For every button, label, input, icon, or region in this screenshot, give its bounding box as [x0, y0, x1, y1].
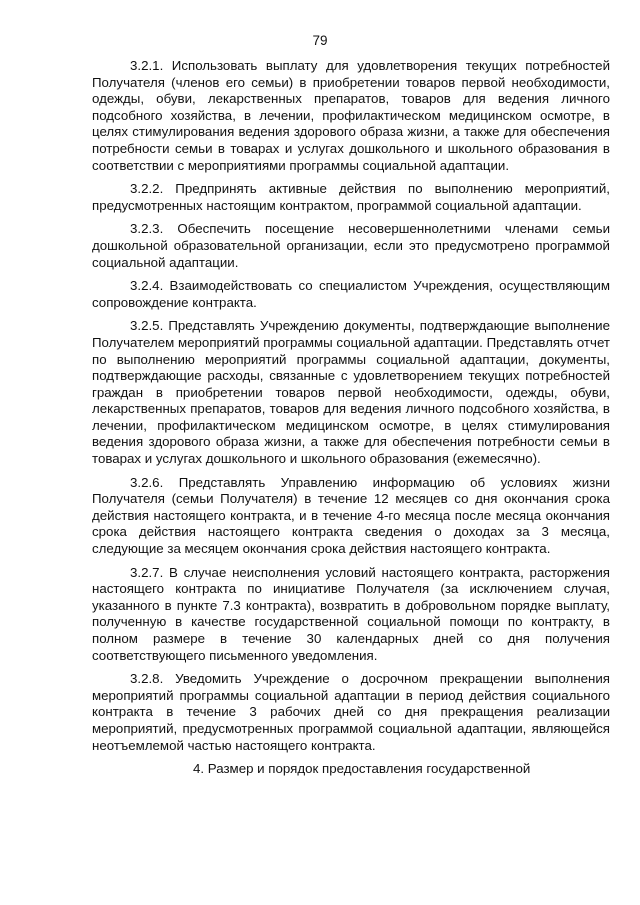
paragraph-3-2-8: 3.2.8. Уведомить Учреждение о досрочном прекращении выполнения мероприятий программы социальной адаптации в период действия социального контракта в течение 3 рабочих дней со дня прекращения реализации мероприятий, предусмотренных программой социальной адаптации, являющейся неотъемлемой частью настоящего контракта. — [92, 671, 610, 753]
paragraph-3-2-5: 3.2.5. Представлять Учреждению документы, подтверждающие выполнение Получателем мероприятий программы социальной адаптации. Представлять отчет по выполнению мероприятий программы социальной адаптации, документы, подтверждающие расходы, связанные с удовлетворением текущих потребностей граждан в приобретении товаров первой необходимости, одежды, обуви, лекарственных препаратов, товаров для ведения личного подсобного хозяйства, в лечении, профилактическом медицинском осмотре, в целях стимулирования ведения здорового образа жизни, а также для обеспечения потребности семьи в товарах и услугах дошкольного и школьного образования (ежемесячно). — [92, 318, 610, 467]
section-heading: 4. Размер и порядок предоставления государственной — [193, 761, 531, 777]
paragraph-3-2-6: 3.2.6. Представлять Управлению информацию об условиях жизни Получателя (семьи Получателя) в течение 12 месяцев со дня окончания срока действия настоящего контракта, и в течение 4-го месяца после месяца окончания срока действия настоящего контракта сведения о доходах за 3 месяца, следующие за месяцем окончания срока действия настоящего контракта. — [92, 474, 610, 557]
document-body — [92, 58, 610, 778]
paragraph-3-2-2: 3.2.2. Предпринять активные действия по выполнению мероприятий, предусмотренных настоящим контрактом, программой социальной адаптации. — [92, 181, 610, 213]
page-number: 79 — [312, 33, 328, 48]
paragraph-3-2-3: 3.2.3. Обеспечить посещение несовершеннолетними членами семьи дошкольной образовательной организации, если это предусмотрено программой социальной адаптации. — [92, 221, 610, 270]
paragraph-3-2-7: 3.2.7. В случае неисполнения условий настоящего контракта, расторжения настоящего контракта по инициативе Получателя (за исключением случая, указанного в пункте 7.3 контракта), возвратить в добровольном порядке выплату, полученную в качестве государственной социальной помощи по контракту, в полном размере в течение 30 календарных дней со дня получения соответствующего письменного уведомления. — [92, 564, 610, 663]
paragraph-3-2-4: 3.2.4. Взаимодействовать со специалистом Учреждения, осуществляющим сопровождение контракта. — [92, 278, 610, 310]
paragraph-3-2-1: 3.2.1. Использовать выплату для удовлетворения текущих потребностей Получателя (членов его семьи) в приобретении товаров первой необходимости, одежды, обуви, лекарственных препаратов, товаров для ведения личного подсобного хозяйства, в лечении, профилактическом медицинском осмотре, в целях стимулирования ведения здорового образа жизни, а также для обеспечения потребности семьи в товарах и услугах дошкольного и школьного образования в соответствии с мероприятиями программы социальной адаптации. — [92, 58, 610, 173]
